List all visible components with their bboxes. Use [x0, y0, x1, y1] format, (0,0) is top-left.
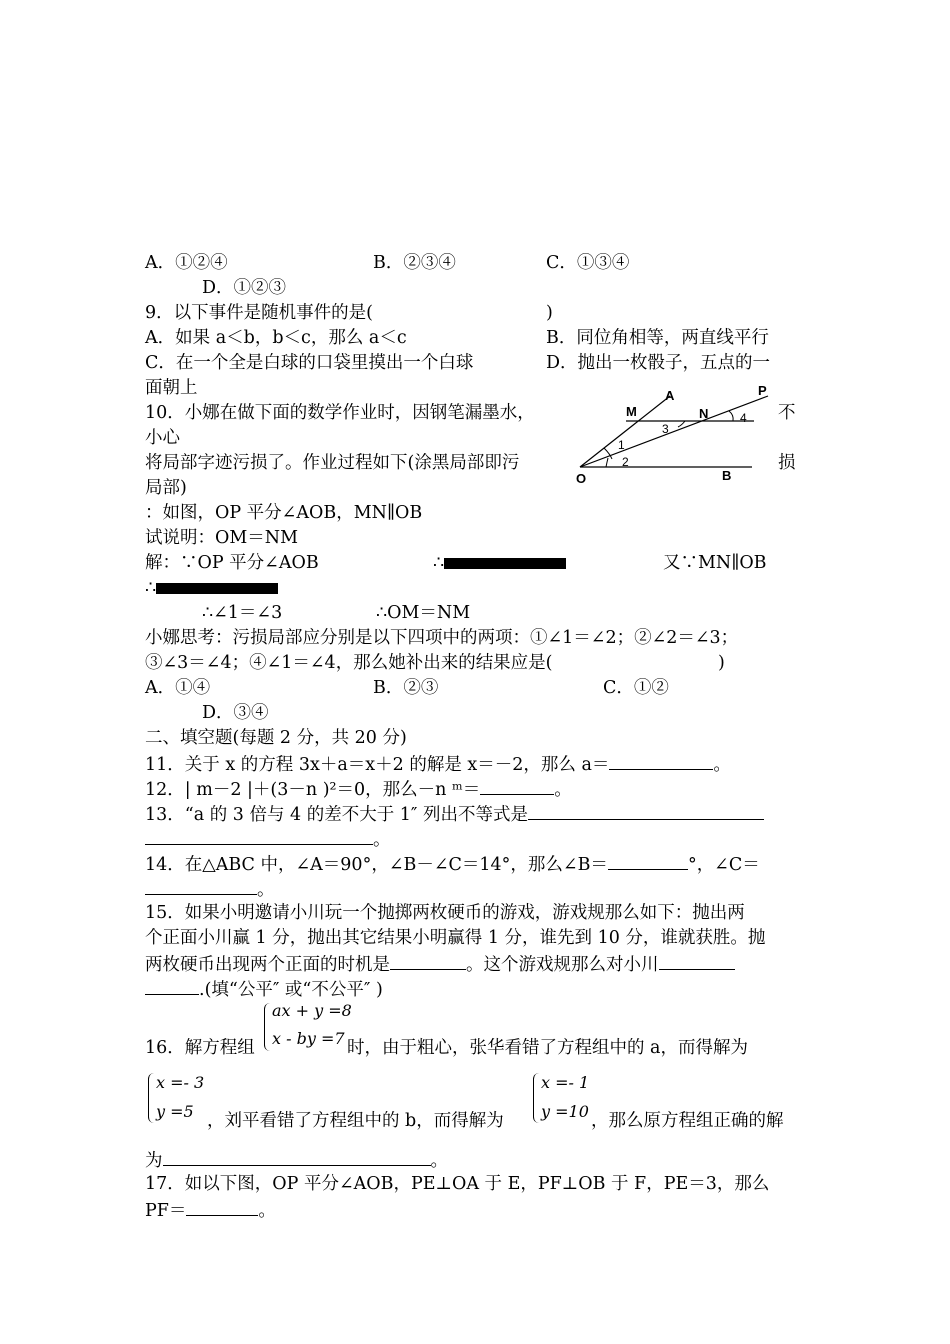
q10-think1: 小娜思考：污损局部应分别是以下四项中的两项：①∠1＝∠2；②∠2＝∠3； [145, 628, 739, 648]
q9-option-c: C．在一个全是白球的口袋里摸出一个白球 [145, 353, 474, 373]
label-angle-3: 3 [662, 422, 669, 436]
q14-angle-b-blank[interactable] [608, 851, 688, 870]
q17-answer-blank[interactable] [186, 1197, 258, 1216]
q16-sol1-y: y =5 [156, 1102, 194, 1121]
q16-answer-blank[interactable] [163, 1147, 431, 1166]
q8-option-a: A．①②④ [145, 253, 228, 273]
q13 [145, 801, 764, 827]
q15-line3a: 两枚硬币出现两个正面的时机是 [145, 955, 390, 975]
q15-fair-blank-2[interactable] [145, 976, 199, 995]
section-fill-in-title: 二、填空题(每题 2 分，共 20 分) [145, 728, 407, 748]
q10-step3: ∴∠1＝∠3 [202, 603, 283, 623]
q10-line3-right: 损 [778, 453, 796, 473]
q10-also-parallel: 又∵MN∥OB [663, 553, 767, 573]
q17-line2-end: 。 [258, 1201, 276, 1221]
q12 [145, 776, 572, 802]
ink-blot [444, 558, 566, 569]
q9-option-d: D．抛出一枚骰子，五点的一 [546, 353, 771, 373]
q10-think2-close: ) [718, 653, 725, 673]
q15-line4-text: .(填“公平″ 或“不公平″ ) [199, 980, 383, 1000]
q14-text: 14．在△ABC 中，∠A＝90°，∠B－∠C＝14°，那么∠B＝ [145, 855, 608, 875]
q10-therefore-redacted-2 [145, 576, 278, 600]
q17-line2 [145, 1197, 276, 1223]
label-o: O [576, 471, 587, 486]
q10-line4: 局部) [145, 478, 187, 498]
q14 [145, 851, 760, 877]
label-angle-1: 1 [618, 438, 625, 452]
angle-arc-2 [606, 458, 608, 467]
q16-eq2: x - by =7 [272, 1029, 345, 1048]
q10-line1: 10．小娜在做下面的数学作业时，因钢笔漏墨水， [145, 403, 535, 423]
q16-mid: ，刘平看错了方程组中的 b，而得解为 [207, 1111, 504, 1131]
q13-answer-blank-2[interactable] [145, 826, 373, 845]
q13-answer-blank[interactable] [528, 801, 764, 820]
label-p: P [758, 383, 767, 398]
q13-end: 。 [373, 830, 391, 850]
q16-line3 [145, 1147, 448, 1173]
q10-think2: ③∠3＝∠4；④∠1＝∠4，那么她补出来的结果应是( [145, 653, 553, 673]
q15-line3 [145, 951, 735, 977]
q9-option-d-cont: 面朝上 [145, 378, 198, 398]
angle-arc-4 [729, 411, 733, 421]
q10-option-c: C．①② [603, 678, 669, 698]
q8-option-d: D．①②③ [202, 278, 287, 298]
q10-line2: 小心 [145, 428, 180, 448]
q11-end: 。 [713, 755, 731, 775]
label-angle-4: 4 [740, 411, 747, 425]
q16-stem: 16．解方程组 [145, 1038, 255, 1058]
q12-answer-blank[interactable] [480, 776, 554, 795]
q13-text: 13．“a 的 3 倍与 4 的差不大于 1″ 列出不等式是 [145, 805, 529, 825]
q16-solution2-brace [533, 1073, 540, 1123]
q10-line1-right: 不 [778, 403, 796, 423]
q16-sol2-x: x =- 1 [541, 1073, 590, 1092]
ray-op [580, 396, 768, 467]
q8-option-c: C．①③④ [546, 253, 630, 273]
q15-line1: 15．如果小明邀请小川玩一个抛掷两枚硬币的游戏，游戏规那么如下：抛出两 [145, 903, 745, 923]
q16-solution1-brace [148, 1073, 155, 1123]
q15-chance-blank[interactable] [390, 951, 466, 970]
q9-paren-close: ) [546, 303, 553, 323]
q10-conclusion: ∴OM＝NM [376, 603, 471, 623]
label-b: B [722, 468, 732, 483]
angle-arc-3 [678, 421, 685, 427]
therefore-symbol: ∴ [433, 553, 445, 573]
q15-line3b: 。这个游戏规那么对小川 [466, 955, 659, 975]
therefore-symbol: ∴ [145, 578, 157, 598]
ink-blot [156, 583, 278, 594]
q14-angle-c-blank[interactable] [145, 876, 257, 895]
q14-mid: °，∠C＝ [687, 855, 760, 875]
q10-option-b: B．②③ [373, 678, 439, 698]
label-a: A [665, 388, 675, 403]
q16-after: 时，由于粗心，张华看错了方程组中的 a，而得解为 [347, 1038, 748, 1058]
q9-option-b: B．同位角相等，两直线平行 [546, 328, 769, 348]
label-m: M [626, 404, 637, 419]
q16-system-brace [264, 1003, 271, 1051]
q10-solution-start: 解：∵OP 平分∠AOB [145, 553, 319, 573]
q16-sol1-x: x =- 3 [156, 1073, 205, 1092]
q16-sol2-y: y =10 [541, 1102, 589, 1121]
q16-eq1: ax + y =8 [272, 1001, 352, 1020]
q9-option-a: A．如果 a＜b，b＜c，那么 a＜c [145, 328, 407, 348]
q16-end: ，那么原方程组正确的解 [591, 1111, 784, 1131]
q17-line2-text: PF＝ [145, 1201, 187, 1221]
q10-therefore-redacted [433, 551, 566, 575]
q11-text: 11．关于 x 的方程 3x＋a＝x＋2 的解是 x＝－2，那么 a＝ [145, 755, 610, 775]
q13-cont [145, 826, 391, 852]
q10-line3: 将局部字迹污损了。作业过程如下(涂黑局部即污 [145, 453, 520, 473]
q12-end: 。 [554, 780, 572, 800]
q10-prove: 试说明：OM＝NM [145, 528, 298, 548]
q10-given: ：如图，OP 平分∠AOB，MN∥OB [145, 503, 423, 523]
label-angle-2: 2 [622, 455, 629, 469]
q16-line3-text: 为 [145, 1151, 163, 1171]
q12-text: 12．| m－2 |＋(3－n )²＝0，那么－n ᵐ＝ [145, 780, 481, 800]
q10-option-a: A．①④ [145, 678, 211, 698]
q11 [145, 751, 731, 777]
q14-end: 。 [257, 880, 275, 900]
q10-geometry-figure [572, 380, 777, 490]
q14-cont [145, 876, 275, 902]
q11-answer-blank[interactable] [609, 751, 713, 770]
q8-option-b: B．②③④ [373, 253, 456, 273]
q17-line1: 17．如以下图，OP 平分∠AOB，PE⊥OA 于 E，PF⊥OB 于 F，PE＝3，那么 [145, 1174, 770, 1194]
q9-stem: 9．以下事件是随机事件的是( [145, 303, 373, 323]
q10-option-d: D．③④ [202, 703, 269, 723]
q15-line2: 个正面小川赢 1 分，抛出其它结果小明赢得 1 分，谁先到 10 分，谁就获胜。抛 [145, 928, 766, 948]
q16-line3-end: 。 [430, 1151, 448, 1171]
q15-fair-blank[interactable] [659, 951, 735, 970]
label-n: N [699, 406, 709, 421]
